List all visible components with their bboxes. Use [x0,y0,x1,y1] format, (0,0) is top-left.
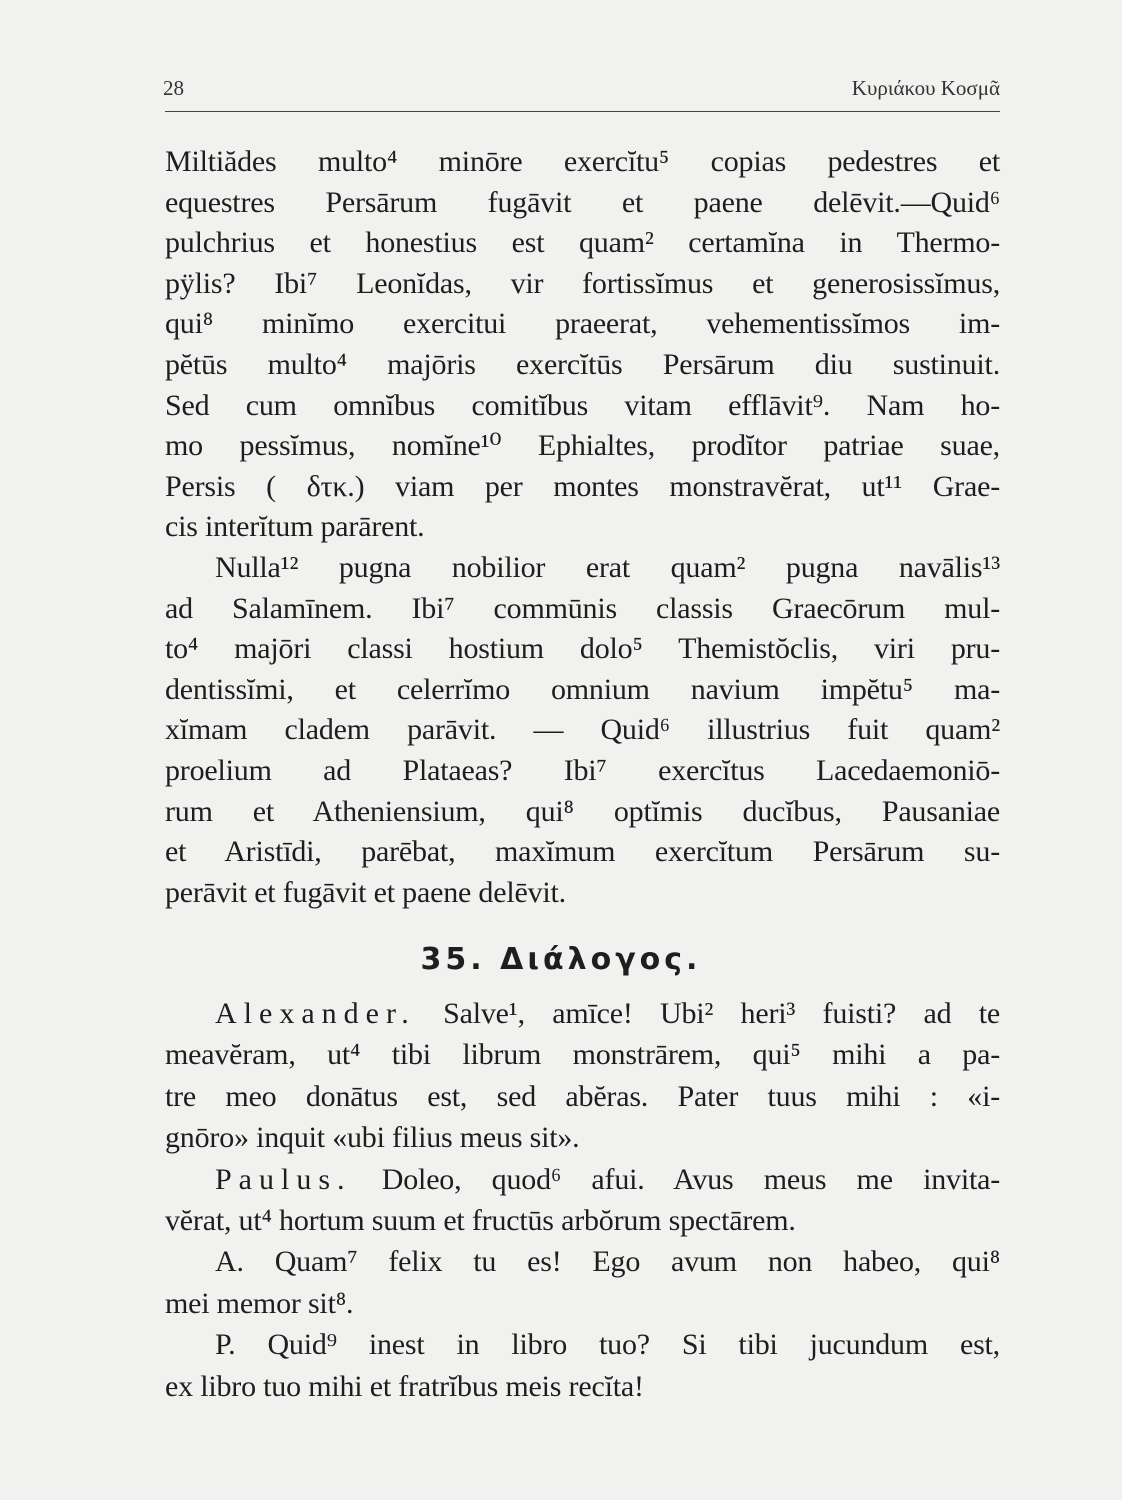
text-line: to⁴ majōri classi hostium dolo⁵ Themistŏclis, viri pru- [165,632,1000,666]
dialogue-text-span: Quid⁹ inest in libro tuo? Si tibi jucundum est, [267,1328,1000,1362]
dialogue-line [215,1162,1000,1198]
dialogue-text-span: Quam⁷ felix tu es! Ego avum non habeo, qui⁸ [274,1245,1000,1279]
text-line: Nulla¹² pugna nobilior erat quam² pugna navālis¹³ [215,551,1000,584]
running-head: Κυριάκου Κοσμᾶ [851,76,1000,100]
text-line: Miltiădes multo⁴ minōre exercĭtu⁵ copias pedestres et [165,145,1000,178]
section-heading: 35. Διάλογος. [420,942,702,977]
text-line: Sed cum omnĭbus comitĭbus vitam efflāvit⁹. Nam ho- [165,388,1000,422]
dialogue-text-span: Salve¹, amīce! Ubi² heri³ fuisti? ad te [443,997,1000,1030]
speaker-name: Alexander. [215,997,416,1030]
header-rule [165,111,1000,112]
dialogue-line [215,996,1000,1032]
text-line: Persis ( δτκ.) viam per montes monstravĕrat, ut¹¹ Grae- [165,469,1000,503]
text-line: mo pessĭmus, nomĭne¹⁰ Ephialtes, prodĭtor patriae suae, [165,429,1000,463]
speaker-name: Paulus. [215,1162,352,1196]
dialogue-line: tre meo donātus est, sed abĕras. Pater tuus mihi : «i- [165,1079,1000,1113]
text-line: qui⁸ minĭmo exercitui praeerat, vehementissĭmos im- [165,307,1000,341]
page-number: 28 [163,76,184,100]
text-line: pulchrius et honestius est quam² certamĭna in Thermo- [165,226,1000,260]
text-line: xĭmam cladem parāvit. — Quid⁶ illustrius fuit quam² [165,713,1000,747]
dialogue-line [215,1327,1000,1363]
speaker-name: A. [215,1245,244,1279]
dialogue-line [215,1244,1000,1280]
dialogue-line: gnōro» inquit «ubi filius meus sit». [165,1121,580,1155]
dialogue-line: ex libro tuo mihi et fratrĭbus meis recĭta! [165,1369,644,1403]
dialogue-line: vĕrat, ut⁴ hortum suum et fructūs arbŏrum spectārem. [165,1204,796,1237]
text-line: ad Salamīnem. Ibi⁷ commūnis classis Graecōrum mul- [165,591,1000,625]
text-line: equestres Persārum fugāvit et paene delēvit.—Quid⁶ [165,185,1000,219]
speaker-name: P. [215,1328,236,1362]
dialogue-text-span: Doleo, quod⁶ afui. Avus meus me invita- [381,1162,1000,1196]
dialogue-line: mei memor sit⁸. [165,1286,354,1320]
text-line: rum et Atheniensium, qui⁸ optĭmis ducĭbus, Pausaniae [165,794,1000,828]
text-line: pĕtūs multo⁴ majōris exercĭtūs Persārum diu sustinuit. [165,348,1000,381]
text-line: et Aristīdi, parēbat, maxĭmum exercĭtum Persārum su- [165,835,1000,869]
text-line: dentissĭmi, et celerrĭmo omnium navium impĕtu⁵ ma- [165,672,1000,706]
text-line: perāvit et fugāvit et paene delēvit. [165,875,566,909]
text-line: pÿlis? Ibi⁷ Leonĭdas, vir fortissĭmus et generosissĭmus, [165,266,1000,300]
text-line: cis interĭtum parārent. [165,510,425,544]
dialogue-line: meavĕram, ut⁴ tibi librum monstrārem, qui⁵ mihi a pa- [165,1038,1000,1072]
text-line: proelium ad Plataeas? Ibi⁷ exercĭtus Lacedaemoniō- [165,754,1000,787]
